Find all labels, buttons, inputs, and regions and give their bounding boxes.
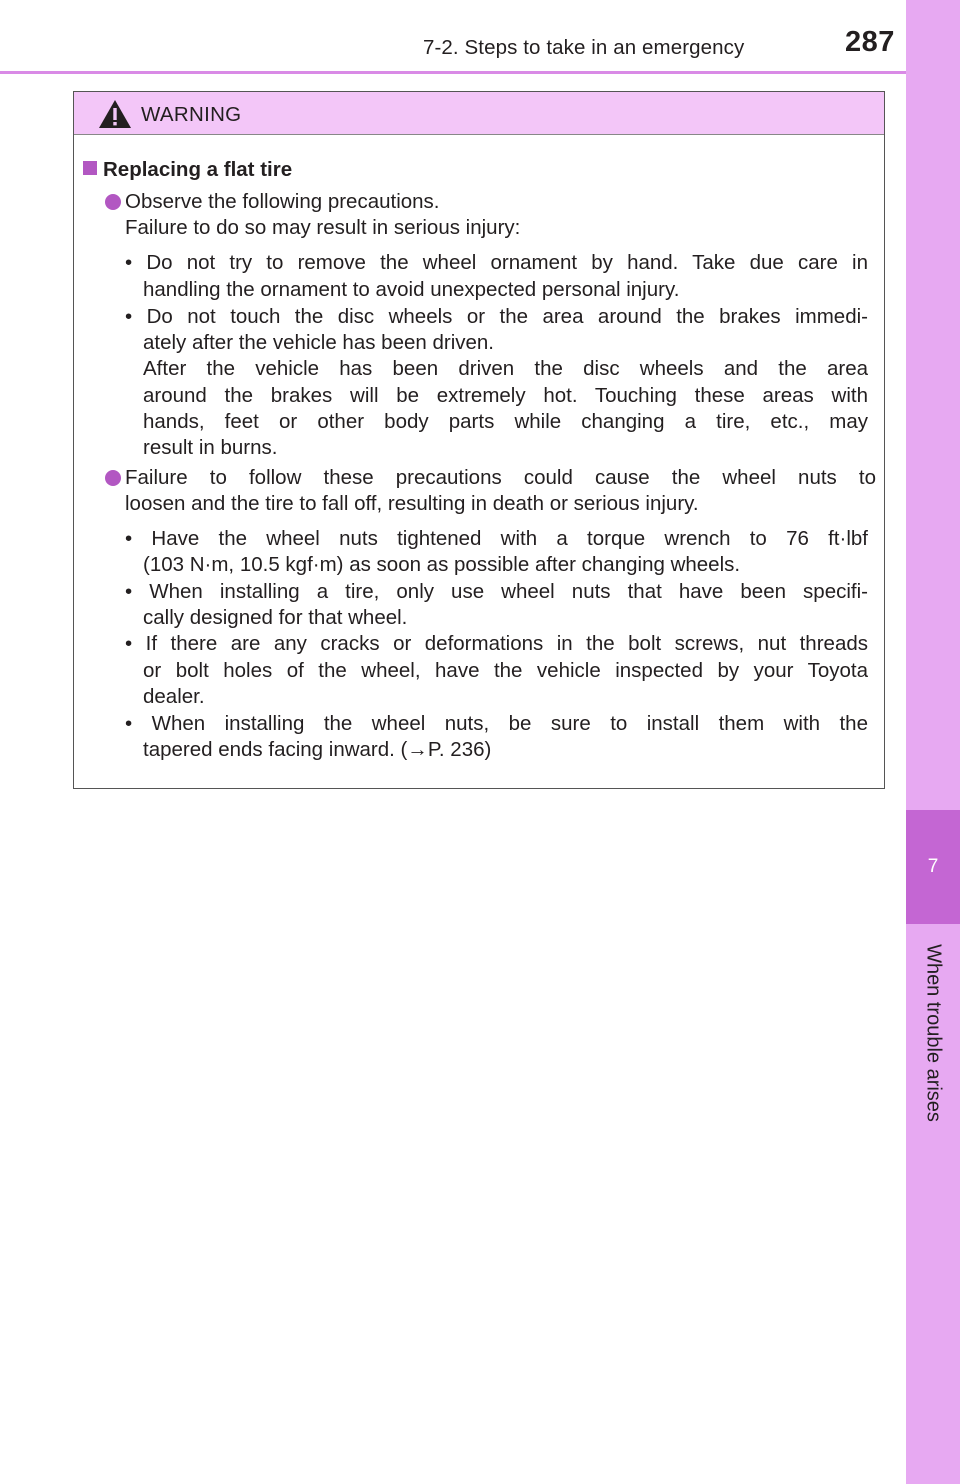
round-bullet-icon — [105, 194, 121, 210]
section-title: 7-2. Steps to take in an emergency — [423, 36, 745, 59]
list-item-line: • If there are any cracks or deformations in the bolt screws, nut threads — [125, 632, 868, 655]
list-item-line: After the vehicle has been driven the disc wheels and the area — [143, 357, 868, 380]
list-item-line: • When installing a tire, only use wheel nuts that have been specifi- — [125, 580, 868, 603]
warning-heading: Replacing a flat tire — [83, 158, 292, 182]
round-bullet-icon — [105, 470, 121, 486]
list-item-line: or bolt holes of the wheel, have the vehicle inspected by your Toyota — [143, 659, 868, 682]
list-item-line: • Have the wheel nuts tightened with a torque wrench to 76 ft·lbf — [125, 527, 868, 550]
page-reference-link[interactable]: tapered ends facing inward. (→P. 236) — [143, 738, 492, 761]
list-item-line: result in burns. — [143, 436, 278, 459]
warning-label: WARNING — [141, 103, 242, 126]
warning-triangle-icon — [98, 99, 132, 129]
paragraph-line: loosen and the tire to fall off, resulting in death or serious injury. — [125, 492, 699, 515]
warning-header — [74, 92, 884, 135]
list-item-line: • Do not try to remove the wheel ornament by hand. Take due care in — [125, 251, 868, 274]
warning-box — [73, 91, 885, 789]
list-item-line: • When installing the wheel nuts, be sure to install them with the — [125, 712, 868, 735]
paragraph-line: Failure to do so may result in serious injury: — [125, 216, 521, 239]
page-number: 287 — [845, 26, 895, 58]
list-item-line: hands, feet or other body parts while changing a tire, etc., may — [143, 410, 868, 433]
list-item-line: • Do not touch the disc wheels or the area around the brakes immedi- — [125, 305, 868, 328]
list-item-line: dealer. — [143, 685, 205, 708]
square-bullet-icon — [83, 161, 97, 175]
paragraph-line: Observe the following precautions. — [125, 190, 440, 213]
list-item-line: (103 N·m, 10.5 kgf·m) as soon as possible after changing wheels. — [143, 553, 741, 576]
paragraph-line: Failure to follow these precautions could cause the wheel nuts to — [125, 466, 876, 489]
chapter-side-tab — [906, 0, 960, 1484]
list-item-line: around the brakes will be extremely hot. Touching these areas with — [143, 384, 868, 407]
chapter-title: When trouble arises — [922, 944, 945, 1122]
list-item-line: ately after the vehicle has been driven. — [143, 331, 494, 354]
list-item-line: handling the ornament to avoid unexpected personal injury. — [143, 278, 680, 301]
chapter-number: 7 — [927, 856, 939, 877]
header-rule — [0, 71, 906, 74]
list-item-line: cally designed for that wheel. — [143, 606, 408, 629]
